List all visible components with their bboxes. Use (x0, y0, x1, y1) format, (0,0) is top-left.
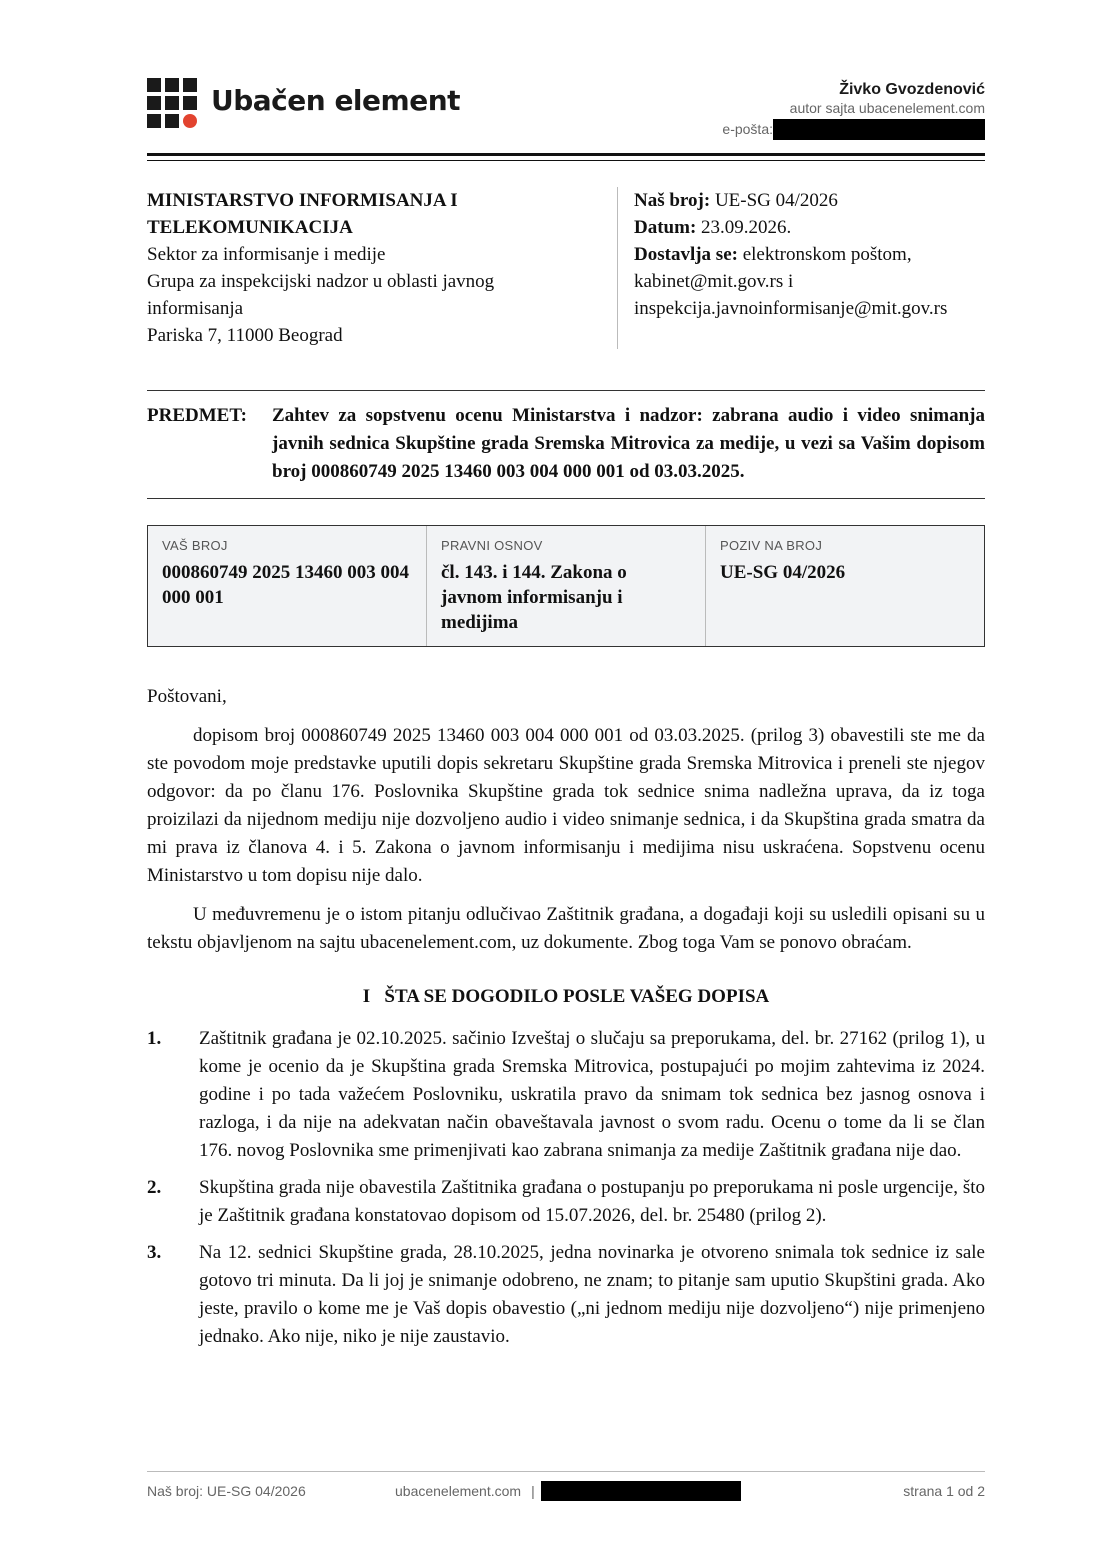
date-line: Datum: 23.09.2026. (634, 217, 792, 238)
subject-text: Zahtev za sopstvenu ocenu Ministarstva i nadzor: zabrana audio i video snimanja javnih sednica Skupštine grada Sremska Mitrovica za medije, u vezi sa Vašim dopisom broj 000860749 2025 13460 003 004 000 001 od 03.03.2025. (272, 405, 985, 482)
ref-value: UE-SG 04/2026 (720, 562, 846, 583)
subject-rule-bottom (147, 498, 985, 499)
item-text: Zaštitnik građana je 02.10.2025. sačinio Izveštaj o slučaju sa preporukama, del. br. 27162 (prilog 1), u kome je ocenio da je Skupština grada Sremska Mitrovica, postupajući po mojim zahtevima iz 2024. godine i po tada važećem Poslovniku, uskratila pravo da snimam tok sednica bez jasnog osnova i razloga, i da nije na adekvatan način obaveštavala javnost o svom radu. Ocenu o tome da li se član 176. novog Poslovnika sme primenjivati kao zabrana snimanja za medije Zaštitnik građana nije dao. (199, 1028, 985, 1161)
footer-reference: Naš broj: UE-SG 04/2026 (147, 1483, 306, 1499)
author-role: autor sajta ubacenelement.com (789, 100, 985, 116)
email-label: e-pošta: (722, 121, 773, 137)
footer-separator: | (531, 1483, 535, 1499)
meta-block (634, 187, 985, 322)
our-number-line: Naš broj: UE-SG 04/2026 (634, 190, 838, 211)
item-number: 2. (147, 1177, 162, 1198)
item-text: Skupština grada nije obavestila Zaštitnika građana o postupanju po preporukama ni posle urgencije, što je Zaštitnik građana konstatovao dopisom od 15.07.2026, del. br. 25480 (prilog 2). (199, 1177, 985, 1226)
ministry-name-line1: MINISTARSTVO INFORMISANJA I (147, 190, 458, 211)
site-logo (147, 78, 461, 130)
author-email (722, 118, 985, 140)
subject-label: PREDMET: (147, 405, 247, 426)
letter-body (147, 683, 985, 1360)
list-item (147, 1174, 985, 1230)
redacted-contact (541, 1481, 741, 1501)
author-block (722, 80, 985, 140)
group-name: Grupa za inspekcijski nadzor u oblasti javnog informisanja (147, 271, 495, 319)
redacted-email (773, 119, 985, 140)
sector-name: Sektor za informisanje i medije (147, 244, 386, 265)
ref-value: 000860749 2025 13460 003 004 000 001 (162, 562, 409, 608)
footer-site-name: ubacenelement.com (395, 1483, 522, 1499)
item-text: Na 12. sednici Skupštine grada, 28.10.2025, jedna novinarka je otvoreno snimala tok sednice iz sale gotovo tri minuta. Da li joj je snimanje odobreno, ne znam; to pitanje sam uputio Skupštini grada. Ako jeste, pravilo o kome me je Vaš dopis obavestio („ni jednom mediju nije dozvoljeno“) nije primenjeno jednako. Ako nije, niko je nije zaustavio. (199, 1242, 985, 1347)
letter-date: 23.09.2026. (701, 217, 792, 238)
subject-rule-top (147, 390, 985, 391)
document-page (147, 0, 985, 1556)
author-name: Živko Gvozdenović (839, 81, 985, 98)
body-paragraph: U međuvremenu je o istom pitanju odlučivao Zaštitnik građana, a događaji koji su usledili opisani su u tekstu objavljenom na sajtu ubacenelement.com, uz dokumente. Zbog toga Vam se ponovo obraćam. (147, 904, 985, 953)
header-rule-thin (147, 160, 985, 161)
ref-legal-basis (427, 526, 706, 646)
ref-label: POZIV NA BROJ (720, 538, 823, 553)
ref-label: PRAVNI OSNOV (441, 538, 543, 553)
ref-call-number (706, 526, 984, 646)
body-paragraph: dopisom broj 000860749 2025 13460 003 004 000 001 od 03.03.2025. (prilog 3) obavestili ste me da ste povodom moje predstavke uputili dopis sekretaru Skupštine grada Sremska Mitrovica i preneli ste njegov odgovor: da po članu 176. Poslovnika Skupštine grada tok sednice snima nadležna uprava, da iz toga proizilazi da nijednom mediju nije dozvoljeno audio i video snimanje sednica, i da Skupština grada smatra da mi prava iz članova 4. i 5. Zakona o javnom informisanju i medijima nisu uskraćena. Sopstvenu ocenu Ministarstvo u tom dopisu nije dalo. (147, 725, 985, 886)
delivery-line: Dostavlja se: elektronskom poštom, kabinet@mit.gov.rs i inspekcija.javnoinformisanje@mit.gov.rs (634, 244, 948, 319)
ministry-name-line2: TELEKOMUNIKACIJA (147, 217, 353, 238)
page-number: strana 1 od 2 (903, 1483, 985, 1499)
header-rule-thick (147, 153, 985, 156)
recipient-block (147, 187, 587, 349)
section-title: I ŠTA SE DOGODILO POSLE VAŠEG DOPISA (362, 986, 770, 1007)
salutation: Poštovani, (147, 686, 227, 707)
footer-site (395, 1480, 741, 1502)
meta-divider (617, 187, 618, 349)
reference-box (147, 525, 985, 647)
delivery-method: elektronskom poštom, kabinet@mit.gov.rs i inspekcija.javnoinformisanje@mit.gov.rs (634, 244, 948, 319)
ref-label: VAŠ BROJ (162, 538, 228, 553)
footer-rule (147, 1471, 985, 1472)
item-number: 1. (147, 1028, 162, 1049)
logo-text: Ubačen element (211, 84, 461, 117)
ref-value: čl. 143. i 144. Zakona o javnom informisanju i medijima (441, 562, 627, 633)
ref-your-number (148, 526, 427, 646)
recipient-address: Pariska 7, 11000 Beograd (147, 325, 343, 346)
our-number: UE-SG 04/2026 (714, 190, 838, 211)
list-item (147, 1239, 985, 1351)
logo-grid-icon (147, 78, 197, 128)
item-number: 3. (147, 1242, 162, 1263)
list-item (147, 1025, 985, 1165)
